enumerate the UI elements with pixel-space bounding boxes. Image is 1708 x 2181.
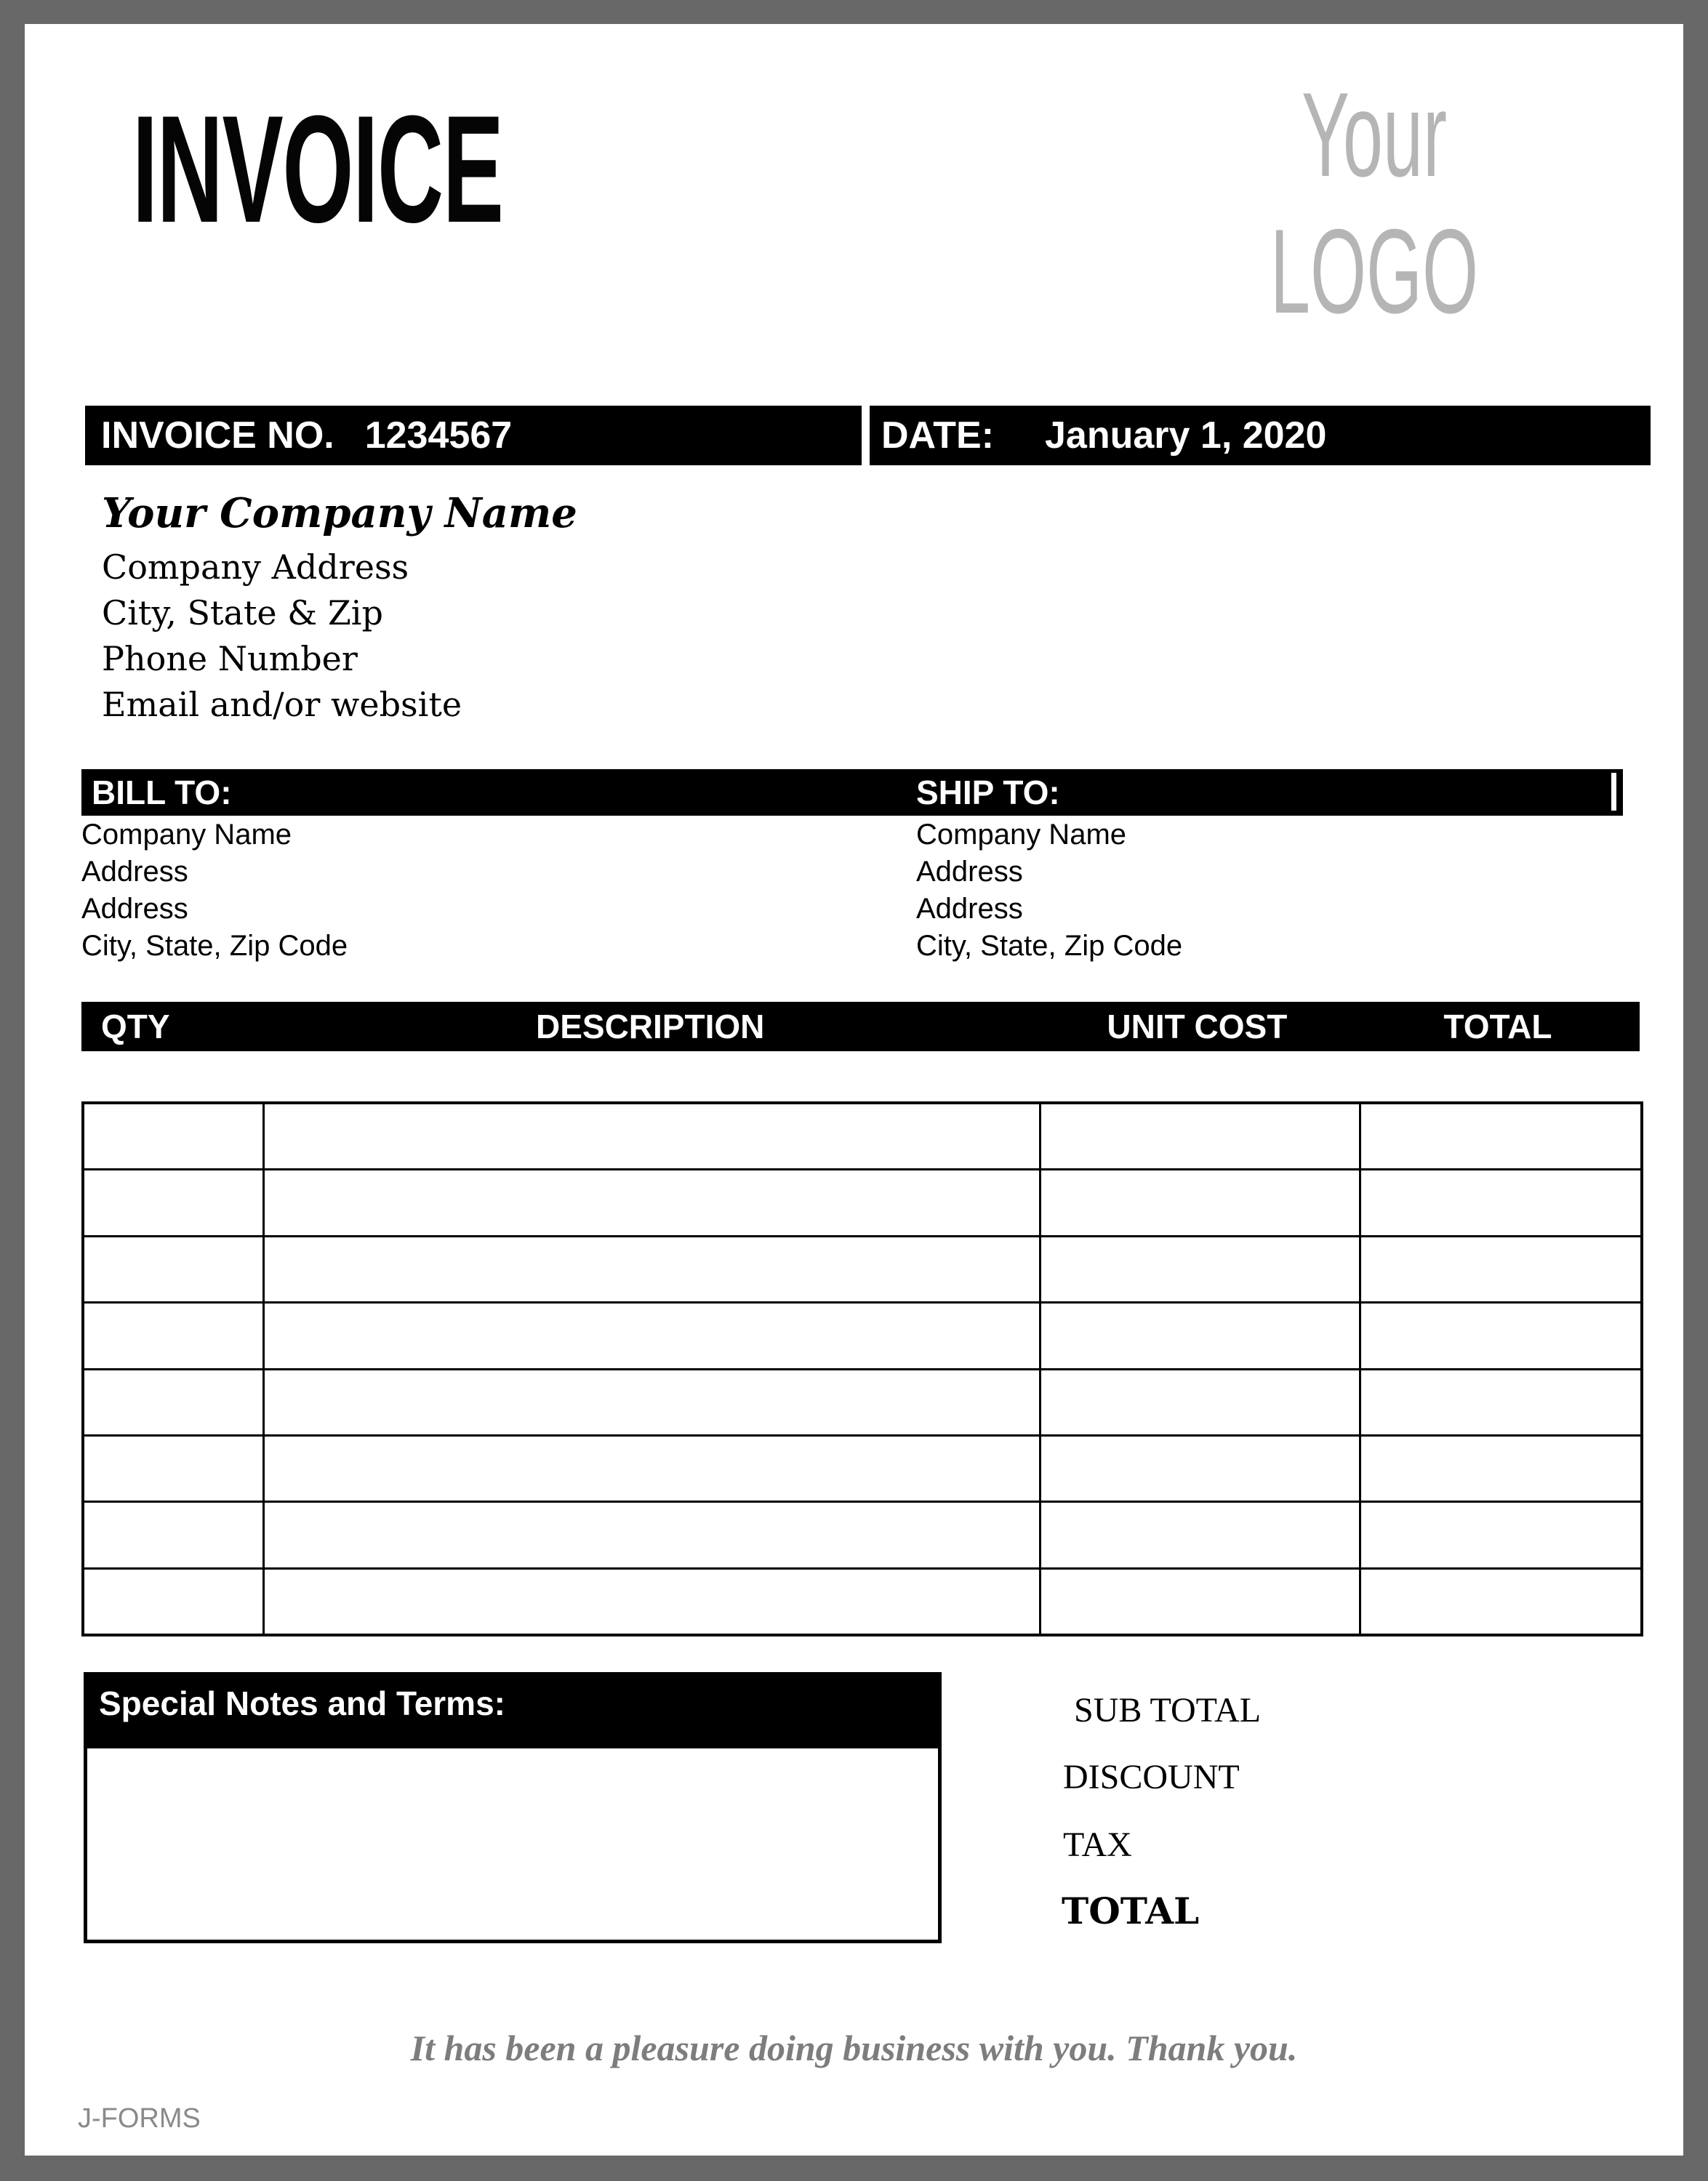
item-cell-total[interactable]	[1361, 1437, 1640, 1501]
bill-to-address-2: Address	[81, 893, 188, 925]
special-notes-header: Special Notes and Terms:	[84, 1672, 942, 1745]
item-cell-total[interactable]	[1361, 1237, 1640, 1301]
item-cell-unit-cost[interactable]	[1041, 1237, 1359, 1301]
seller-city-state-zip: City, State & Zip	[102, 593, 383, 632]
ship-to-city-state-zip: City, State, Zip Code	[916, 930, 1183, 962]
items-table-header	[81, 1002, 1640, 1051]
grand-total-label: TOTAL	[1062, 1889, 1200, 1932]
column-header-total: TOTAL	[1443, 1008, 1552, 1045]
seller-company-name: Your Company Name	[102, 489, 577, 537]
item-cell-qty[interactable]	[84, 1503, 262, 1567]
item-cell-total[interactable]	[1361, 1170, 1640, 1234]
item-cell-qty[interactable]	[84, 1437, 262, 1501]
thank-you-message: It has been a pleasure doing business with you. Thank you.	[410, 2028, 1298, 2068]
bill-ship-header-bar	[81, 769, 1623, 816]
bill-to-city-state-zip: City, State, Zip Code	[81, 930, 348, 962]
item-cell-qty[interactable]	[84, 1304, 262, 1367]
invoice-date-label: DATE:	[881, 414, 995, 457]
bar-divider	[1611, 773, 1616, 811]
item-cell-description[interactable]	[265, 1570, 1039, 1634]
item-cell-qty[interactable]	[84, 1170, 262, 1234]
item-cell-total[interactable]	[1361, 1304, 1640, 1367]
item-cell-unit-cost[interactable]	[1041, 1104, 1359, 1168]
column-header-qty: QTY	[101, 1008, 170, 1045]
item-cell-qty[interactable]	[84, 1370, 262, 1434]
discount-label: DISCOUNT	[1063, 1758, 1240, 1796]
invoice-date-bar	[870, 406, 1651, 465]
special-notes-input[interactable]	[84, 1745, 942, 1943]
ship-to-company: Company Name	[916, 819, 1127, 851]
item-cell-description[interactable]	[265, 1170, 1039, 1234]
item-cell-unit-cost[interactable]	[1041, 1370, 1359, 1434]
company-logo-placeholder	[1222, 66, 1527, 340]
invoice-number-value: 1234567	[364, 414, 513, 457]
bill-to-company: Company Name	[81, 819, 292, 851]
item-cell-description[interactable]	[265, 1237, 1039, 1301]
item-cell-description[interactable]	[265, 1104, 1039, 1168]
item-cell-description[interactable]	[265, 1503, 1039, 1567]
page-title: INVOICE	[132, 84, 503, 254]
column-header-unit-cost: UNIT COST	[1107, 1008, 1288, 1045]
item-cell-qty[interactable]	[84, 1237, 262, 1301]
form-brand: J-FORMS	[78, 2103, 201, 2134]
subtotal-label: SUB TOTAL	[1074, 1691, 1262, 1730]
seller-company-details	[102, 545, 462, 728]
bill-to-label: BILL TO:	[92, 774, 232, 811]
item-cell-total[interactable]	[1361, 1104, 1640, 1168]
items-table	[81, 1101, 1643, 1636]
seller-phone: Phone Number	[102, 639, 358, 678]
tax-label: TAX	[1063, 1825, 1132, 1864]
invoice-number-label: INVOICE NO.	[101, 414, 334, 457]
item-cell-description[interactable]	[265, 1304, 1039, 1367]
item-cell-unit-cost[interactable]	[1041, 1570, 1359, 1634]
logo-line-1: Your	[1301, 68, 1448, 201]
item-cell-total[interactable]	[1361, 1370, 1640, 1434]
item-cell-total[interactable]	[1361, 1570, 1640, 1634]
item-cell-description[interactable]	[265, 1370, 1039, 1434]
bill-to-address-1: Address	[81, 856, 188, 888]
item-cell-total[interactable]	[1361, 1503, 1640, 1567]
item-cell-unit-cost[interactable]	[1041, 1304, 1359, 1367]
item-cell-unit-cost[interactable]	[1041, 1170, 1359, 1234]
item-cell-unit-cost[interactable]	[1041, 1503, 1359, 1567]
ship-to-block	[916, 816, 1182, 965]
seller-email-website: Email and/or website	[102, 685, 462, 724]
item-cell-qty[interactable]	[84, 1570, 262, 1634]
invoice-date-value: January 1, 2020	[1045, 414, 1327, 457]
bill-to-block	[81, 816, 348, 965]
ship-to-address-1: Address	[916, 856, 1023, 888]
logo-line-2: LOGO	[1270, 204, 1479, 338]
ship-to-address-2: Address	[916, 893, 1023, 925]
invoice-page	[25, 24, 1683, 2156]
item-cell-description[interactable]	[265, 1437, 1039, 1501]
item-cell-qty[interactable]	[84, 1104, 262, 1168]
ship-to-label: SHIP TO:	[916, 774, 1060, 811]
item-cell-unit-cost[interactable]	[1041, 1437, 1359, 1501]
invoice-number-bar	[85, 406, 862, 465]
column-header-description: DESCRIPTION	[535, 1008, 765, 1045]
seller-address: Company Address	[102, 547, 409, 587]
